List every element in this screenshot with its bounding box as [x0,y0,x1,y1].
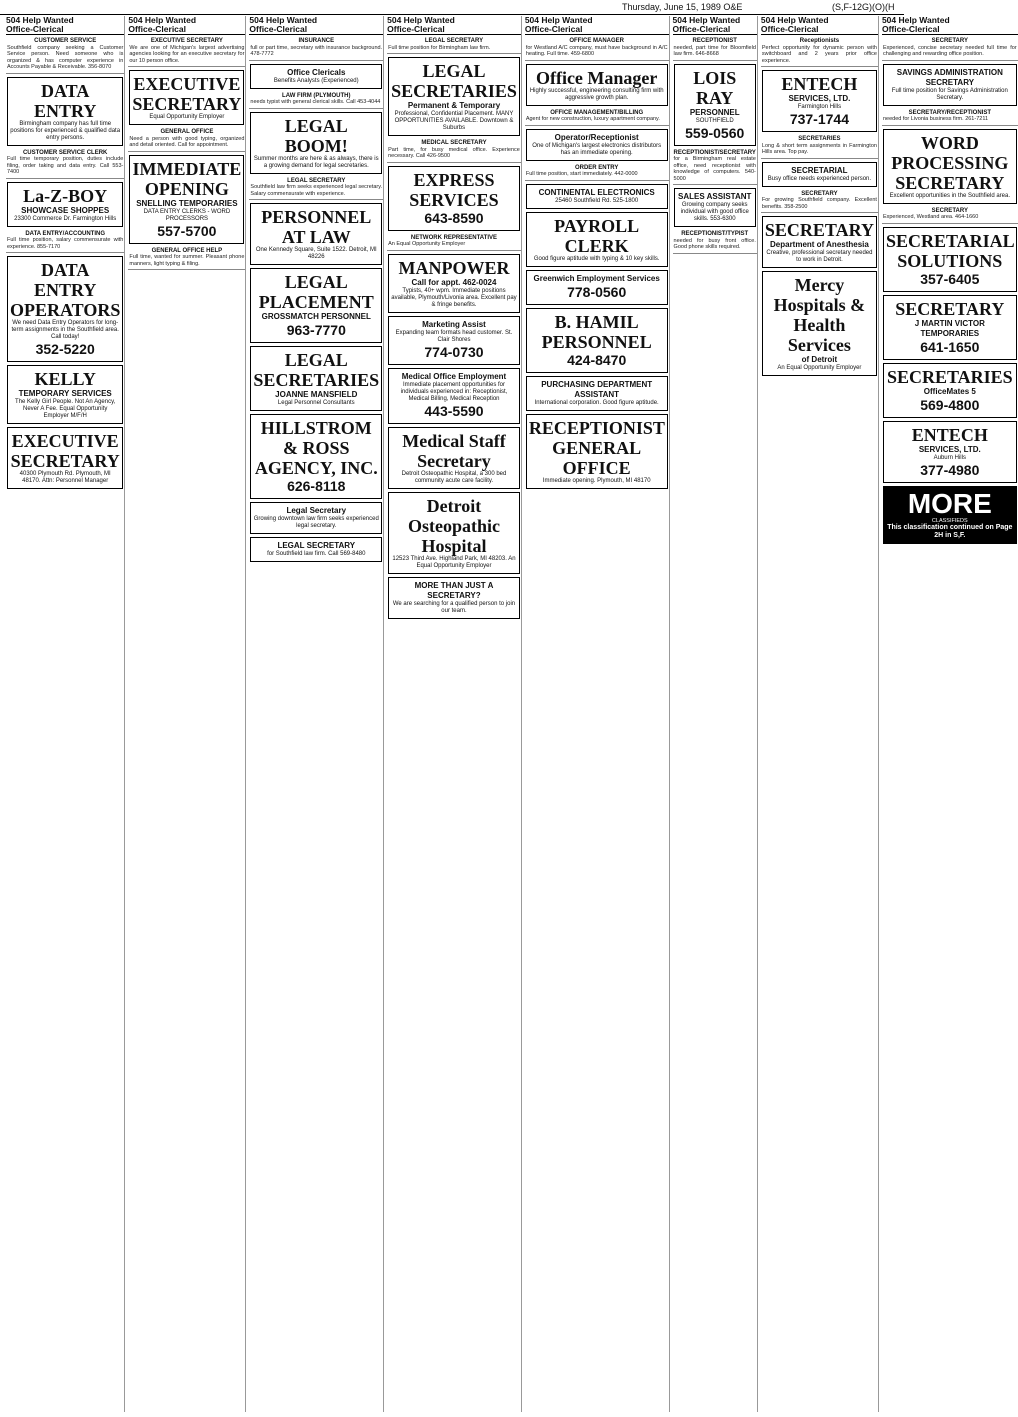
display-subhead: SECRETARIAL [791,165,848,175]
display-headline: Medical Staff Secretary [402,430,506,471]
ad-title: DATA ENTRY/ACCOUNTING [25,230,106,237]
display-text: We are searching for a qualified person to join our team. [392,600,516,614]
display-headline: KELLY [34,369,96,389]
ad-body: needs typist with general clerical skills. Call 453-4044 [250,99,381,105]
display-ad [250,268,382,343]
display-subhead: GROSSMATCH PERSONNEL [261,312,371,321]
display-ad [250,414,382,499]
display-text: Immediate placement opportunities for individuals experienced in: Receptionist, Medical Billing, Medical Reception [400,381,508,402]
ad-body: Full time position, start immediately. 442-0000 [525,171,638,177]
ad-body: Full time position for Birmingham law firm. [388,44,491,51]
classified-ad [673,230,757,254]
ad-body: for Westland A/C company, must have background in A/C heating. Full time. 459-6800 [525,44,668,57]
ad-title: CUSTOMER SERVICE CLERK [22,149,108,156]
display-headline: Detroit Osteopathic Hospital [407,495,500,556]
classified-ad [6,37,124,74]
classified-ad [525,37,669,61]
display-headline: DATA ENTRY OPERATORS [10,260,121,320]
ad-title: GENERAL OFFICE HELP [151,247,223,254]
column-heading [761,16,878,35]
ad-title: GENERAL OFFICE [160,129,214,135]
display-ad [7,77,123,146]
more-classifieds-box [883,486,1017,545]
ad-body: An Equal Opportunity Employer [388,241,466,247]
classified-ad [128,37,245,67]
display-headline: B. HAMIL PERSONNEL [541,311,652,352]
display-text: Full time position for Savings Administration Secretary. [891,87,1008,101]
display-text: One Kennedy Square, Suite 1522. Detroit, MI 48226 [255,247,377,260]
display-text: SOUTHFIELD [695,117,734,124]
display-subhead: TEMPORARY SERVICES [18,389,112,398]
display-subhead: of Detroit [801,355,838,364]
display-ad [250,346,382,411]
display-text: Excellent opportunities in the Southfield area. [889,192,1011,199]
display-headline: SECRETARIAL SOLUTIONS [885,230,1015,271]
display-headline: LOIS RAY [693,67,737,108]
display-headline: SECRETARIES [886,366,1013,387]
display-text: Highly successful, engineering consulting firm with aggressive growth plan. [529,87,664,101]
display-ad [250,64,382,89]
display-subhead: PERSONNEL [689,107,740,117]
display-headline: HILLSTROM & ROSS AGENCY, INC. [254,418,378,478]
ad-body: Full time, wanted for summer. Pleasant phone manners, light typing & filing. [129,254,245,267]
classified-ad [882,207,1018,224]
display-ad [883,227,1017,292]
display-subhead: SERVICES, LTD. [918,444,981,454]
display-ad [526,414,668,489]
display-text: DATA ENTRY CLERKS - WORD PROCESSORS [143,208,231,222]
display-text: Professional, Confidential Placement. MANY OPPORTUNITIES AVAILABLE. Downtown & Suburbs [394,111,514,131]
classified-column [882,16,1018,1412]
ad-title: OFFICE MANAGEMENT/BILLING [550,109,644,116]
display-ad [250,537,382,562]
ad-title: SECRETARY [931,38,968,44]
display-text: The Kelly Girl People. Not An Agency, Never A Fee. Equal Opportunity Employer M/F/H [15,399,116,419]
display-phone: 443-5590 [424,402,484,419]
classified-ad [525,164,669,181]
display-subhead: CONTINENTAL ELECTRONICS [538,187,655,197]
display-subhead: MORE THAN JUST A SECRETARY? [414,580,494,600]
ad-body: needed, part time for Bloomfield law firm. 646-8668 [673,44,756,57]
classified-column [249,16,384,1412]
display-phone: 559-0560 [685,124,745,141]
heading-label: Office-Clerical [249,24,308,34]
column-heading [128,16,245,35]
display-ad [388,316,520,365]
display-ad [883,129,1017,204]
display-text: Expanding team formats head customer. St. Clair Shores [395,329,513,343]
classified-ad [673,37,757,61]
heading-label: Office-Clerical [672,24,731,34]
ad-title: LEGAL SECRETARY [424,38,484,44]
ad-body: For growing Southfield company. Excellent benefits. 358-2500 [761,197,877,210]
ad-title: LAW FIRM (PLYMOUTH) [282,92,351,99]
heading-number: 504 Help Wanted [760,15,829,25]
column-heading [525,16,669,35]
display-headline: RECEPTIONIST GENERAL OFFICE [528,417,665,478]
heading-number: 504 Help Wanted [387,15,455,25]
heading-label: Office-Clerical [387,24,445,34]
display-text: 25460 Southfield Rd. 525-1800 [555,197,639,204]
ad-body: Southfield law firm seeks experienced legal secretary. Salary commensurate with experience. [250,184,383,197]
display-headline: LEGAL SECRETARIES [253,350,380,390]
display-subhead: SALES ASSISTANT [678,192,752,201]
ad-title: SECRETARY/RECEPTIONIST [908,109,991,116]
display-text: Auburn Hills [933,454,966,461]
display-text: Typists, 40+ wpm. Immediate positions available, Plymouth/Livonia area. Excellent pay & fringe benefits. [391,287,517,308]
display-ad [526,129,668,161]
heading-label: Office-Clerical [881,24,940,34]
column-heading [387,16,521,35]
display-phone: 557-5700 [157,222,217,239]
ad-title: LEGAL SECRETARY [287,177,346,184]
display-ad [883,421,1017,483]
column-heading [6,16,124,35]
display-phone: 963-7770 [286,322,346,338]
classified-ad [525,109,669,126]
display-ad [388,368,520,424]
ad-title: RECEPTIONIST [692,38,737,44]
heading-label: Office-Clerical [524,24,583,34]
classified-column [128,16,246,1412]
display-text: This classification continued on Page 2H in S,F. [887,524,1013,539]
heading-number: 504 Help Wanted [524,15,593,25]
heading-label: Office-Clerical [760,24,819,34]
display-ad [250,502,382,534]
display-ad [674,188,756,227]
display-text: International corporation. Good figure aptitude. [534,399,659,406]
display-ad [7,427,123,489]
display-subhead: SERVICES, LTD. [788,94,851,103]
classified-ad [761,37,878,67]
display-phone: 643-8590 [424,209,484,226]
ad-title: EXECUTIVE SECRETARY [150,38,223,44]
display-headline: PAYROLL CLERK [554,215,640,256]
display-headline: EXPRESS SERVICES [409,169,499,210]
display-headline: DATA ENTRY [33,80,97,121]
display-ad [883,64,1017,106]
display-text: An Equal Opportunity Employer [777,365,862,371]
classified-ad [387,234,521,251]
display-ad [129,155,244,244]
heading-label: Office-Clerical [6,24,64,34]
display-ad [762,70,877,132]
display-headline: MORE [907,487,992,519]
heading-number: 504 Help Wanted [6,15,74,25]
display-ad [526,270,668,305]
classified-column [387,16,522,1412]
display-phone: 774-0730 [424,343,484,360]
display-ad [388,492,520,574]
display-text: Growing company seeks individual with good office skills. 553-6300 [680,202,749,222]
classified-ad [761,135,878,159]
display-ad [883,363,1017,418]
ad-body: Experienced, concise secretary needed full time for challenging and rewarding office position. [882,44,1017,57]
ad-body: Full time temporary position, duties include filing, order taking and data entry. Call 553-7400 [7,156,124,175]
ad-title: Receptionists [799,38,840,44]
display-headline: WORD PROCESSING SECRETARY [891,132,1009,193]
display-text: Farmington Hills [797,104,842,110]
display-headline: Office Manager [535,67,658,88]
ad-body: Experienced, Westland area. 464-1660 [882,214,979,220]
display-text: Growing downtown law firm seeks experienced legal secretary. [253,516,379,529]
classified-column [673,16,758,1412]
heading-label: Office-Clerical [128,24,186,34]
display-text: Benefits Analysts (Experienced) [273,77,359,84]
display-ad [883,295,1017,360]
display-ad [526,184,668,209]
display-phone: 357-6405 [920,270,980,287]
ad-title: MEDICAL SECRETARY [421,140,487,146]
display-headline: LEGAL BOOM! [284,115,348,156]
display-text: Creative, professional secretary needed to work in Detroit. [766,250,873,263]
display-subhead: LEGAL SECRETARY [277,541,356,550]
display-subhead: Operator/Receptionist [554,132,639,142]
display-text: We need Data Entry Operators for long-term assignments in the Southfield area. Call today! [11,320,119,340]
page-header [0,0,904,15]
classified-ad [673,149,757,186]
display-phone: 778-0560 [567,283,627,300]
display-ad [388,427,520,489]
display-text: 12523 Third Ave. Highland Park, MI 48203. An Equal Opportunity Employer [392,555,516,569]
ad-title: CUSTOMER SERVICE [34,38,97,44]
display-ad [7,256,123,362]
display-subhead: PURCHASING DEPARTMENT ASSISTANT [541,379,653,399]
display-ad [762,162,877,187]
display-headline: LEGAL PLACEMENT [258,272,374,312]
classified-column [6,16,125,1412]
heading-number: 504 Help Wanted [672,15,741,25]
display-ad [762,271,877,376]
display-subhead: Call for appt. 462-0024 [411,277,497,287]
display-text: Immediate opening. Plymouth, MI 48170 [542,477,651,484]
ad-body: We are one of Michigan's largest advertising agencies looking for an executive secretary for our 10 person office. [129,44,245,64]
classified-ad [387,37,521,54]
heading-number: 504 Help Wanted [128,15,197,25]
issue-date: Thursday, June 15, 1989 O&E [622,2,743,12]
display-ad [674,64,756,146]
display-text: Summer months are here & as always, there is a growing demand for legal secretaries. [253,155,379,169]
display-ad [388,254,520,313]
ad-body: Agent for new construction, luxury apartment company. [525,116,660,122]
display-phone: 569-4800 [920,396,980,413]
display-phone: 641-1650 [920,338,980,355]
display-subhead: Department of Anesthesia [770,240,869,249]
display-text: Legal Personnel Consultants [277,400,355,406]
display-text: Busy office needs experienced person. [767,175,872,182]
classified-ad [249,37,383,61]
ad-title: RECEPTIONIST/TYPIST [681,231,749,237]
classified-page [6,15,1017,1412]
ad-body: needed for busy front office. Good phone skills required. [673,237,756,250]
display-text: Equal Opportunity Employer [149,114,225,120]
display-phone: 737-1744 [789,111,849,127]
display-ad [526,376,668,411]
display-headline: SECRETARY [764,220,874,240]
classified-column [761,16,879,1412]
display-subhead: OfficeMates 5 [923,386,976,396]
display-subhead: JOANNE MANSFIELD [275,390,358,399]
ad-body: needed for Livonia business firm. 261-7211 [882,116,989,122]
display-text: 40300 Plymouth Rd. Plymouth, MI 48170. Attn: Personnel Manager [19,471,111,484]
ad-body: full or part time, secretary with insurance background. 478-7772 [250,44,383,57]
display-ad [526,64,668,106]
display-headline: SECRETARY [895,298,1005,319]
display-headline: ENTECH [911,424,988,445]
classified-ad [6,149,124,179]
display-subhead: Permanent & Temporary [407,101,501,110]
heading-number: 504 Help Wanted [249,15,318,25]
classified-ad [249,92,383,109]
display-subhead: Office Clericals [287,67,346,77]
ad-body: Need a person with good typing, organized and detail oriented. Call for appointment. [129,135,245,148]
classified-ad [6,230,124,254]
classified-ad [128,247,245,271]
display-headline: Mercy Hospitals & Health Services [773,275,866,355]
ad-body: Southfield company seeking a Customer Service person. Need someone who is organized & has computer experience in Accounts Payable & Receivable. 356-8070 [7,44,124,70]
display-phone: 352-5220 [35,341,95,357]
display-headline: PERSONNEL AT LAW [261,207,372,247]
ad-body: Part time, for busy medical office. Experience necessary. Call 426-9500 [388,146,520,159]
classified-ad [882,37,1018,61]
display-headline: La-Z-BOY [23,185,108,206]
ad-title: SECRETARY [801,190,838,197]
edition-code: (S,F-12G)(O)(H [832,2,895,12]
ad-title: SECRETARIES [798,136,841,142]
display-phone: 424-8470 [567,351,627,368]
ad-body: Perfect opportunity for dynamic person with switchboard and 2 years prior office experience. [761,44,877,64]
display-headline: MANPOWER [398,257,510,278]
display-phone: 626-8118 [287,478,346,494]
classified-ad [128,128,245,152]
column-heading [249,16,383,35]
display-headline: ENTECH [781,74,858,94]
display-text: Good figure aptitude with typing & 10 key skills. [533,255,660,262]
display-ad [762,216,877,268]
column-heading [673,16,757,35]
ad-title: ORDER ENTRY [574,164,619,171]
ad-body: Long & short term assignments in Farmington Hills area. Top pay. [761,142,877,155]
ad-body: for a Birmingham real estate office, need receptionist with knowledge of computers. 540-5000 [673,156,756,182]
ad-title: OFFICE MANAGER [569,38,625,44]
column-heading [882,16,1018,35]
display-subhead: J MARTIN VICTOR TEMPORARIES [914,318,985,338]
display-text: One of Michigan's largest electronics distributors has an immediate opening. [532,142,662,156]
display-subhead: Legal Secretary [286,506,347,515]
display-ad [129,70,244,125]
display-subhead: SAVINGS ADMINISTRATION SECRETARY [896,67,1003,87]
display-ad [526,212,668,267]
classified-ad [761,190,878,214]
classified-ad [387,139,521,163]
display-ad [7,365,123,424]
classified-ad [882,109,1018,126]
classified-column [525,16,670,1412]
display-subhead: Marketing Assist [422,319,486,329]
display-ad [7,182,123,227]
display-subhead: Greenwich Employment Services [533,273,660,283]
display-text: Birmingham company has full time positions for experienced & qualified data entry persons. [10,120,121,141]
display-text: Detroit Osteopathic Hospital, a 300 bed community acute care facility. [401,470,507,484]
display-headline: EXECUTIVE SECRETARY [10,431,120,471]
heading-number: 504 Help Wanted [881,15,950,25]
classified-ad [249,177,383,201]
display-subhead: SHOWCASE SHOPPES [21,205,110,215]
display-text: for Southfield law firm. Call 569-8480 [267,551,366,557]
display-headline: IMMEDIATE OPENING [132,158,242,199]
display-ad [388,166,520,231]
ad-title: NETWORK REPRESENTATIVE [410,234,498,241]
display-headline: EXECUTIVE SECRETARY [132,74,242,114]
display-headline: LEGAL SECRETARIES [391,61,517,101]
display-text: 23300 Commerce Dr. Farmington Hills [14,215,117,222]
display-ad [388,57,520,136]
display-ad [526,308,668,373]
display-ad [388,577,520,619]
ad-title: RECEPTIONIST/SECRETARY [673,149,756,156]
display-ad [250,203,382,265]
display-ad [250,112,382,174]
ad-body: Full time position, salary commensurate with experience. 855-7170 [7,237,124,250]
display-subhead: CLASSIFIEDS [931,517,968,524]
ad-title: INSURANCE [298,38,335,44]
ad-title: SECRETARY [931,207,968,214]
display-phone: 377-4980 [920,461,980,478]
display-subhead: Medical Office Employment [401,371,507,381]
display-subhead: SNELLING TEMPORARIES [136,198,238,208]
